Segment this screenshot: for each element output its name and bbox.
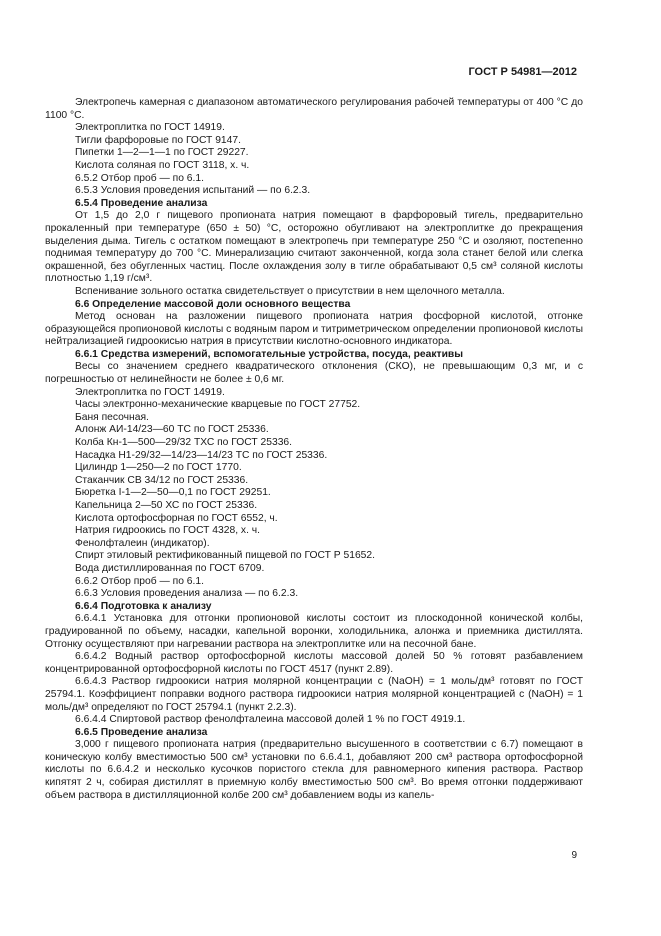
body-paragraph: 6.6.4.1 Установка для отгонки пропионовой кислоты состоит из плоскодонной конической колбы, градуированной по объему, насадки, капельной воронки, холодильника, алонжа и приемника дистиллята. Отгонку осуществляют при нагревании раствора на электроплитке или на песочной бане.: [45, 613, 583, 650]
body-paragraph: 6.5.2 Отбор проб — по 6.1.: [75, 172, 204, 184]
document-body: [45, 97, 583, 802]
body-paragraph: Баня песочная.: [75, 411, 149, 423]
body-paragraph: Бюретка I-1—2—50—0,1 по ГОСТ 29251.: [75, 487, 271, 499]
body-paragraph: Вспенивание зольного остатка свидетельствует о присутствии в нем щелочного металла.: [75, 285, 505, 297]
body-paragraph: От 1,5 до 2,0 г пищевого пропионата натрия помещают в фарфоровый тигель, предварительно прокаленный при температуре (650 ± 50) °С, осторожно обугливают на электроплитке до прекращения выделения дыма. Тигель с остатком помещают в электропечь при температуре 250 °С и озоляют, постепенно поднимая температуру до 700 °С. Минерализацию считают законченной, когда зола станет белой или слегка окрашенной, без обугленных частиц. После охлаждения золу в тигле обрабатывают 0,5 см³ соляной кислоты плотностью 1,19 г/см³.: [45, 210, 583, 285]
body-paragraph: 6.6.4.2 Водный раствор ортофосфорной кислоты массовой долей 50 % готовят разбавлением концентрированной ортофосфорной кислоты по ГОСТ 4517 (пункт 2.89).: [45, 651, 583, 675]
body-paragraph: 6.6.4.3 Раствор гидроокиси натрия молярной концентрации с (NaOH) = 1 моль/дм³ готовят по ГОСТ 25794.1. Коэффициент поправки водного раствора гидроокиси натрия молярной концентрацией с (NaOH) = 1 моль/дм³ определяют по ГОСТ 25794.1 (пункт 2.2.3).: [45, 676, 583, 713]
body-paragraph: 6.6.4.4 Спиртовой раствор фенолфталеина массовой долей 1 % по ГОСТ 4919.1.: [75, 714, 466, 726]
body-paragraph: Тигли фарфоровые по ГОСТ 9147.: [75, 134, 241, 146]
body-paragraph: Пипетки 1—2—1—1 по ГОСТ 29227.: [75, 147, 249, 159]
section-heading: 6.5.4 Проведение анализа: [75, 197, 208, 209]
body-paragraph: Алонж АИ-14/23—60 ТС по ГОСТ 25336.: [75, 424, 269, 436]
section-heading: 6.6 Определение массовой доли основного вещества: [75, 298, 351, 310]
body-paragraph: Натрия гидроокись по ГОСТ 4328, х. ч.: [75, 525, 261, 537]
body-paragraph: Кислота соляная по ГОСТ 3118, х. ч.: [75, 159, 250, 171]
body-paragraph: 6.5.3 Условия проведения испытаний — по 6.2.3.: [75, 185, 311, 197]
body-paragraph: Вода дистиллированная по ГОСТ 6709.: [75, 562, 265, 574]
section-heading: 6.6.5 Проведение анализа: [75, 726, 208, 738]
body-paragraph: Капельница 2—50 ХС по ГОСТ 25336.: [75, 500, 258, 511]
body-paragraph: Электроплитка по ГОСТ 14919.: [75, 386, 225, 398]
body-paragraph: Стаканчик СВ 34/12 по ГОСТ 25336.: [75, 474, 249, 486]
body-paragraph: Колба Кн-1—500—29/32 ТХС по ГОСТ 25336.: [75, 437, 293, 449]
body-paragraph: Часы электронно-механические кварцевые по ГОСТ 27752.: [75, 399, 361, 411]
body-paragraph: Весы со значением среднего квадратического отклонения (СКО), не превышающим 0,3 мг, и с погрешностью от нелинейности не более ± 0,6 мг.: [45, 361, 583, 386]
body-paragraph: Кислота ортофосфорная по ГОСТ 6552, ч.: [75, 512, 278, 524]
body-paragraph: Электроплитка по ГОСТ 14919.: [75, 122, 225, 134]
page-number: 9: [571, 850, 577, 861]
body-paragraph: Электропечь камерная с диапазоном автоматического регулирования рабочей температуры от 400 °С до 1100 °С.: [45, 97, 583, 121]
body-paragraph: Насадка Н1-29/32—14/23—14/23 ТС по ГОСТ 25336.: [75, 449, 328, 461]
body-paragraph: Спирт этиловый ректификованный пищевой по ГОСТ Р 51652.: [75, 550, 375, 562]
body-paragraph: 3,000 г пищевого пропионата натрия (предварительно высушенного в соответствии с 6.7) помещают в коническую колбу вместимостью 500 см³ установки по 6.6.4.1, добавляют 200 см³ раствора ортофосфорной кислоты по 6.6.4.2 и несколько кусочков пористого стекла для равномерного кипения раствора. Раствор кипятят 2 ч, собирая дистиллят в приемную колбу вместимостью 500 см³. Во время отгонки поддерживают объем раствора в дистилляционной колбе 200 см³ добавлением воды из капель-: [45, 739, 583, 801]
body-paragraph: 6.6.2 Отбор проб — по 6.1.: [75, 575, 204, 587]
document-header: ГОСТ Р 54981—2012: [468, 66, 577, 78]
body-paragraph: Метод основан на разложении пищевого пропионата натрия фосфорной кислотой, отгонке образующейся пропионовой кислоты с водяным паром и титриметрическом определении пропионовой кислоты нейтрализацией гидроокисью натрия в присутствии кислотно-основного индикатора.: [45, 311, 583, 348]
body-paragraph: Фенолфталеин (индикатор).: [75, 537, 210, 549]
body-paragraph: Цилиндр 1—250—2 по ГОСТ 1770.: [75, 462, 242, 474]
section-heading: 6.6.4 Подготовка к анализу: [75, 600, 212, 612]
section-heading: 6.6.1 Средства измерений, вспомогательные устройства, посуда, реактивы: [75, 348, 464, 360]
body-paragraph: 6.6.3 Условия проведения анализа — по 6.2.3.: [75, 588, 299, 600]
